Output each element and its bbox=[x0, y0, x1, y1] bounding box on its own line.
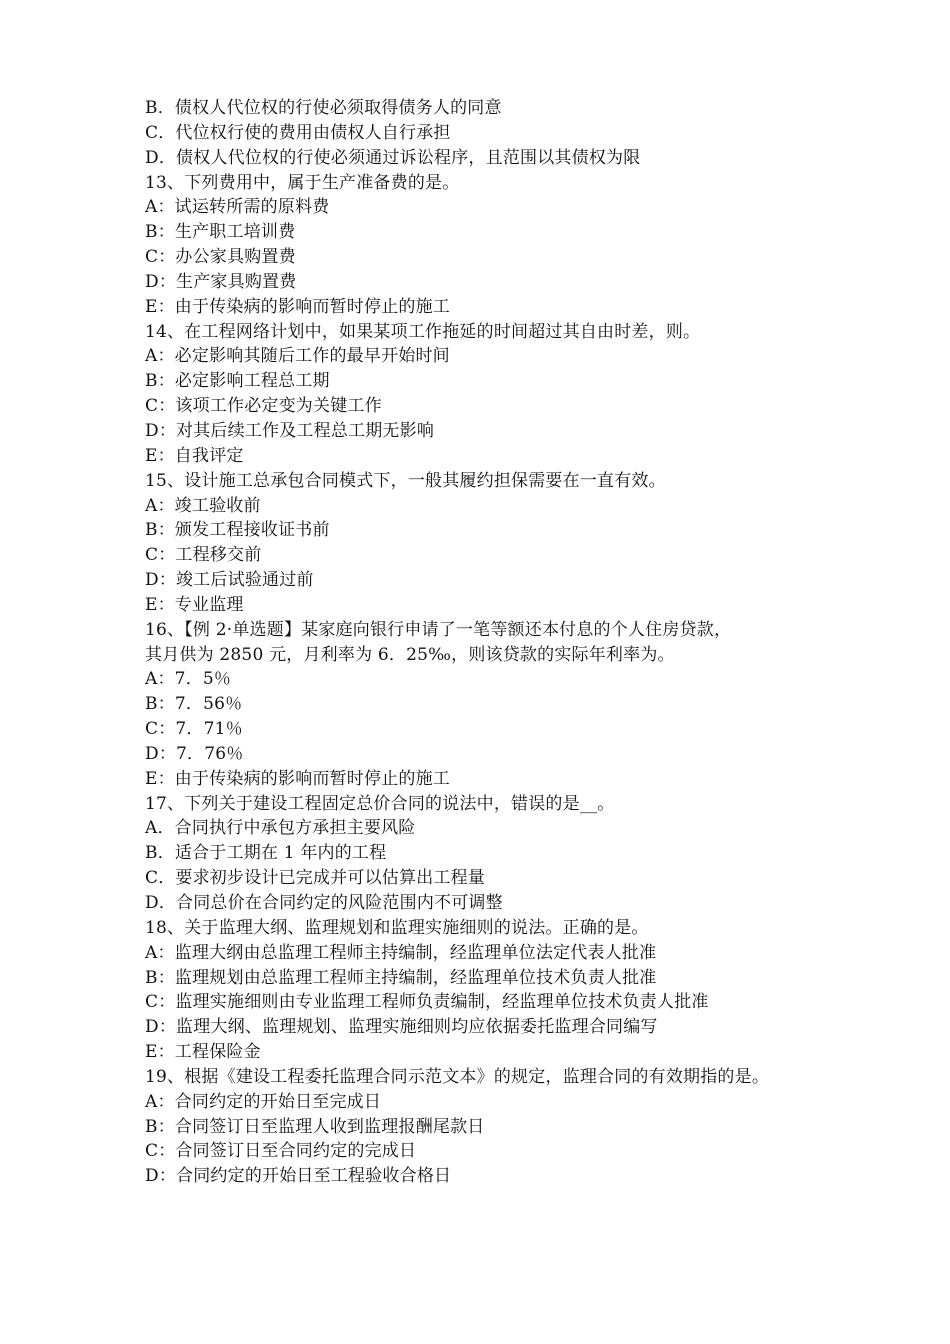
option-line: A．合同执行中承包方承担主要风险 bbox=[145, 818, 416, 839]
question-line: 14、在工程网络计划中，如果某项工作拖延的时间超过其自由时差，则。 bbox=[145, 321, 701, 342]
option-line: C：监理实施细则由专业监理工程师负责编制，经监理单位技术负责人批准 bbox=[145, 992, 709, 1013]
option-line: D．合同总价在合同约定的风险范围内不可调整 bbox=[145, 893, 503, 913]
option-line: B．债权人代位权的行使必须取得债务人的同意 bbox=[145, 98, 502, 118]
option-line: C：该项工作必定变为关键工作 bbox=[145, 396, 382, 417]
option-line: A：合同约定的开始日至完成日 bbox=[145, 1091, 382, 1112]
question-line: 19、根据《建设工程委托监理合同示范文本》的规定，监理合同的有效期指的是。 bbox=[145, 1066, 770, 1087]
option-line: B．适合于工期在 1 年内的工程 bbox=[145, 843, 387, 864]
option-line: E：由于传染病的影响而暂时停止的施工 bbox=[145, 768, 451, 789]
option-line: B：7．56％ bbox=[145, 694, 243, 715]
question-line: 17、下列关于建设工程固定总价合同的说法中，错误的是__。 bbox=[145, 793, 615, 814]
question-line-continued: 其月供为 2850 元，月利率为 6．25‰，则该贷款的实际年利率为。 bbox=[145, 644, 675, 665]
option-line: A：监理大纲由总监理工程师主持编制，经监理单位法定代表人批准 bbox=[145, 942, 657, 963]
option-line: E：工程保险金 bbox=[145, 1042, 261, 1063]
option-line: A：7．5％ bbox=[145, 669, 232, 690]
option-line: D：监理大纲、监理规划、监理实施细则均应依据委托监理合同编写 bbox=[145, 1017, 658, 1038]
option-line: E：专业监理 bbox=[145, 594, 244, 615]
option-line: B：监理规划由总监理工程师主持编制，经监理单位技术负责人批准 bbox=[145, 967, 657, 988]
option-line: A：必定影响其随后工作的最早开始时间 bbox=[145, 346, 450, 367]
option-line: B：合同签订日至监理人收到监理报酬尾款日 bbox=[145, 1116, 485, 1137]
option-line: D：竣工后试验通过前 bbox=[145, 570, 314, 591]
option-line: D：7．76％ bbox=[145, 743, 244, 764]
option-line: A：试运转所需的原料费 bbox=[145, 197, 330, 218]
option-line: D：对其后续工作及工程总工期无影响 bbox=[145, 420, 435, 441]
question-line: 16、【例 2·单选题】某家庭向银行申请了一笔等额还本付息的个人住房贷款， bbox=[145, 619, 732, 640]
option-line: D．债权人代位权的行使必须通过诉讼程序，且范围以其债权为限 bbox=[145, 147, 641, 168]
option-line: C．要求初步设计已完成并可以估算出工程量 bbox=[145, 868, 486, 889]
question-line: 13、下列费用中，属于生产准备费的是。 bbox=[145, 172, 460, 193]
option-line: B：生产职工培训费 bbox=[145, 222, 296, 243]
option-line: B：必定影响工程总工期 bbox=[145, 371, 330, 392]
option-line: C：合同签订日至合同约定的完成日 bbox=[145, 1141, 417, 1162]
option-line: E：由于传染病的影响而暂时停止的施工 bbox=[145, 296, 451, 317]
option-line: C：工程移交前 bbox=[145, 545, 262, 566]
question-line: 15、设计施工总承包合同模式下，一般其履约担保需要在一直有效。 bbox=[145, 470, 666, 491]
option-line: C．代位权行使的费用由债权人自行承担 bbox=[145, 122, 451, 143]
option-line: D：生产家具购置费 bbox=[145, 271, 297, 292]
option-line: E：自我评定 bbox=[145, 445, 244, 466]
option-line: D：合同约定的开始日至工程验收合格日 bbox=[145, 1166, 452, 1187]
option-line: B：颁发工程接收证书前 bbox=[145, 520, 330, 541]
option-line: A：竣工验收前 bbox=[145, 495, 261, 516]
option-line: C：办公家具购置费 bbox=[145, 247, 296, 268]
document-page bbox=[145, 96, 825, 1189]
question-line: 18、关于监理大纲、监理规划和监理实施细则的说法。正确的是。 bbox=[145, 917, 649, 938]
option-line: C：7．71％ bbox=[145, 719, 243, 740]
